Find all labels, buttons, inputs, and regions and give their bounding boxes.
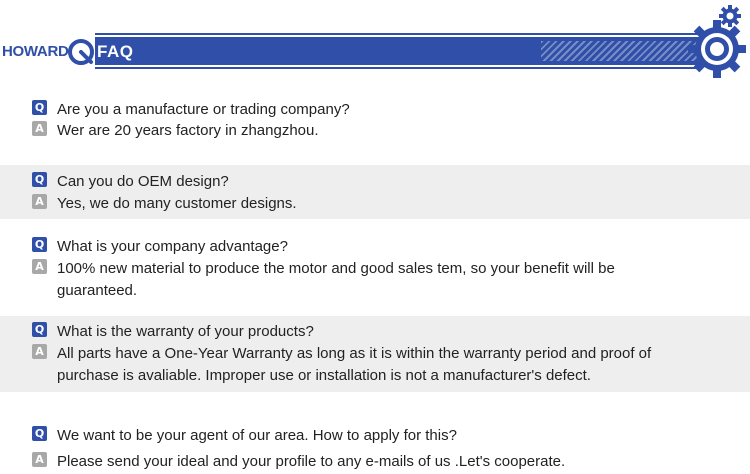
- gear-icon: [686, 18, 748, 80]
- answer-badge-icon: A: [32, 344, 47, 359]
- faq-question-row: [32, 321, 314, 343]
- faq-answer-row: [32, 451, 565, 473]
- faq-question: What is the warranty of your products?: [57, 323, 314, 340]
- faq-question: We want to be your agent of our area. How to apply for this?: [57, 427, 457, 444]
- question-badge-icon: Q: [32, 237, 47, 252]
- faq-question-row: [32, 171, 229, 193]
- faq-item: [0, 231, 750, 307]
- faq-question: Are you a manufacture or trading company?: [57, 101, 350, 118]
- question-badge-icon: Q: [32, 100, 47, 115]
- faq-question-row: [32, 99, 350, 121]
- brand-logo-icon: [67, 38, 95, 66]
- question-badge-icon: Q: [32, 426, 47, 441]
- header-top-rule: [95, 33, 701, 35]
- answer-badge-icon: A: [32, 194, 47, 209]
- faq-answer: Wer are 20 years factory in zhangzhou.: [57, 122, 319, 139]
- faq-answer: Please send your ideal and your profile to any e-mails of us .Let's cooperate.: [57, 453, 566, 470]
- answer-badge-icon: A: [32, 121, 47, 136]
- faq-item: [0, 420, 750, 474]
- faq-question: What is your company advantage?: [57, 238, 288, 255]
- question-badge-icon: Q: [32, 322, 47, 337]
- faq-answer: Yes, we do many customer designs.: [57, 195, 297, 212]
- header-band: [95, 37, 701, 65]
- faq-answer: 100% new material to produce the motor and good sales tem, so your benefit will be guaranteed.: [57, 260, 615, 299]
- brand-name: HOWARD: [2, 43, 69, 60]
- faq-item: [0, 165, 750, 219]
- faq-answer-row: [32, 343, 682, 387]
- faq-header: [0, 0, 750, 85]
- answer-badge-icon: A: [32, 259, 47, 274]
- faq-question-row: [32, 425, 457, 447]
- faq-answer-row: [32, 193, 297, 215]
- faq-answer: All parts have a One-Year Warranty as long as it is within the warranty period and proof of purchase is avaliable. Improper use or installation is not a manufacturer's defect.: [57, 345, 652, 384]
- page-title: FAQ: [97, 42, 134, 61]
- faq-item: [0, 316, 750, 392]
- header-stripes: [541, 41, 701, 61]
- answer-badge-icon: A: [32, 452, 47, 467]
- faq-question-row: [32, 236, 288, 258]
- faq-item: [0, 92, 750, 154]
- header-bottom-rule: [95, 67, 701, 69]
- faq-answer-row: [32, 258, 682, 302]
- faq-question: Can you do OEM design?: [57, 173, 229, 190]
- small-gear-icon: [719, 5, 741, 27]
- question-badge-icon: Q: [32, 172, 47, 187]
- faq-answer-row: [32, 120, 319, 142]
